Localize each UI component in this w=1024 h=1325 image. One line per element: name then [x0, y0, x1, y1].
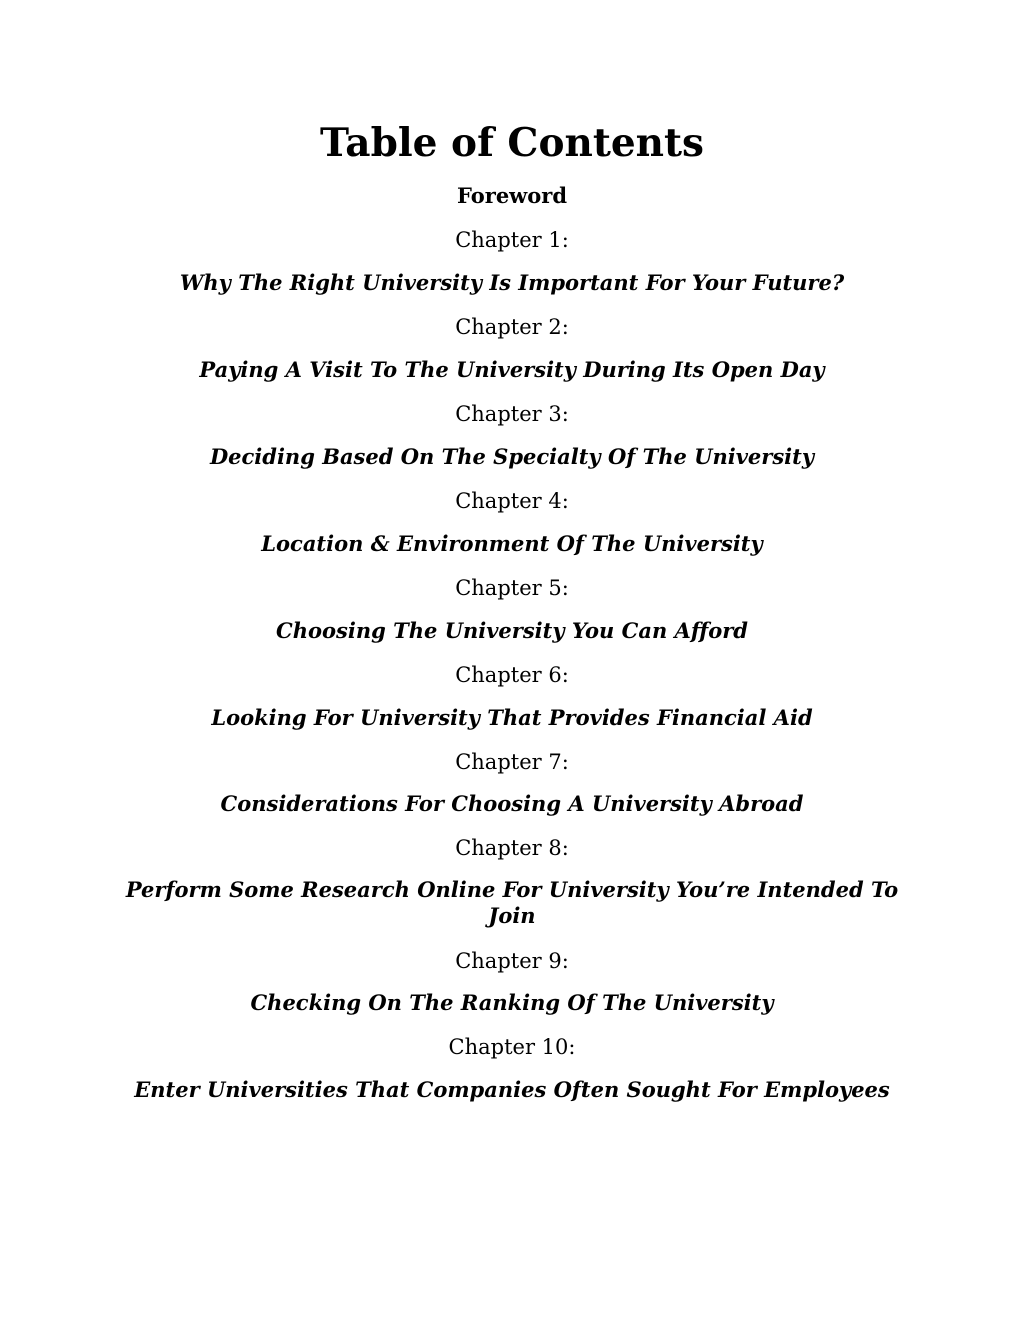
page-title: Table of Contents: [320, 120, 704, 166]
chapter-7-label: Chapter 7:: [455, 750, 569, 774]
chapter-2-label: Chapter 2:: [455, 315, 569, 339]
chapter-9-label: Chapter 9:: [455, 949, 569, 973]
chapter-2-title: Paying A Visit To The University During Its Open Day: [199, 357, 825, 382]
chapter-8-title: Perform Some Research Online For University You’re Intended To Join: [125, 877, 899, 928]
chapter-6-label: Chapter 6:: [455, 663, 569, 687]
chapter-3-label: Chapter 3:: [455, 402, 569, 426]
chapter-5-title: Choosing The University You Can Afford: [276, 618, 748, 643]
chapter-8-label: Chapter 8:: [455, 836, 569, 860]
chapter-7-title: Considerations For Choosing A University Abroad: [220, 791, 804, 816]
chapter-3-title: Deciding Based On The Specialty Of The University: [209, 444, 815, 469]
chapter-1-label: Chapter 1:: [455, 228, 569, 252]
chapter-6-title: Looking For University That Provides Financial Aid: [211, 705, 813, 730]
chapter-5-label: Chapter 5:: [455, 576, 569, 600]
chapter-4-label: Chapter 4:: [455, 489, 569, 513]
chapter-1-title: Why The Right University Is Important For Your Future?: [179, 270, 845, 295]
chapter-10-label: Chapter 10:: [448, 1035, 576, 1059]
chapter-10-title: Enter Universities That Companies Often Sought For Employees: [134, 1077, 890, 1102]
chapter-4-title: Location & Environment Of The University: [261, 531, 763, 556]
foreword-entry: Foreword: [456, 183, 568, 208]
chapter-9-title: Checking On The Ranking Of The University: [250, 990, 774, 1015]
